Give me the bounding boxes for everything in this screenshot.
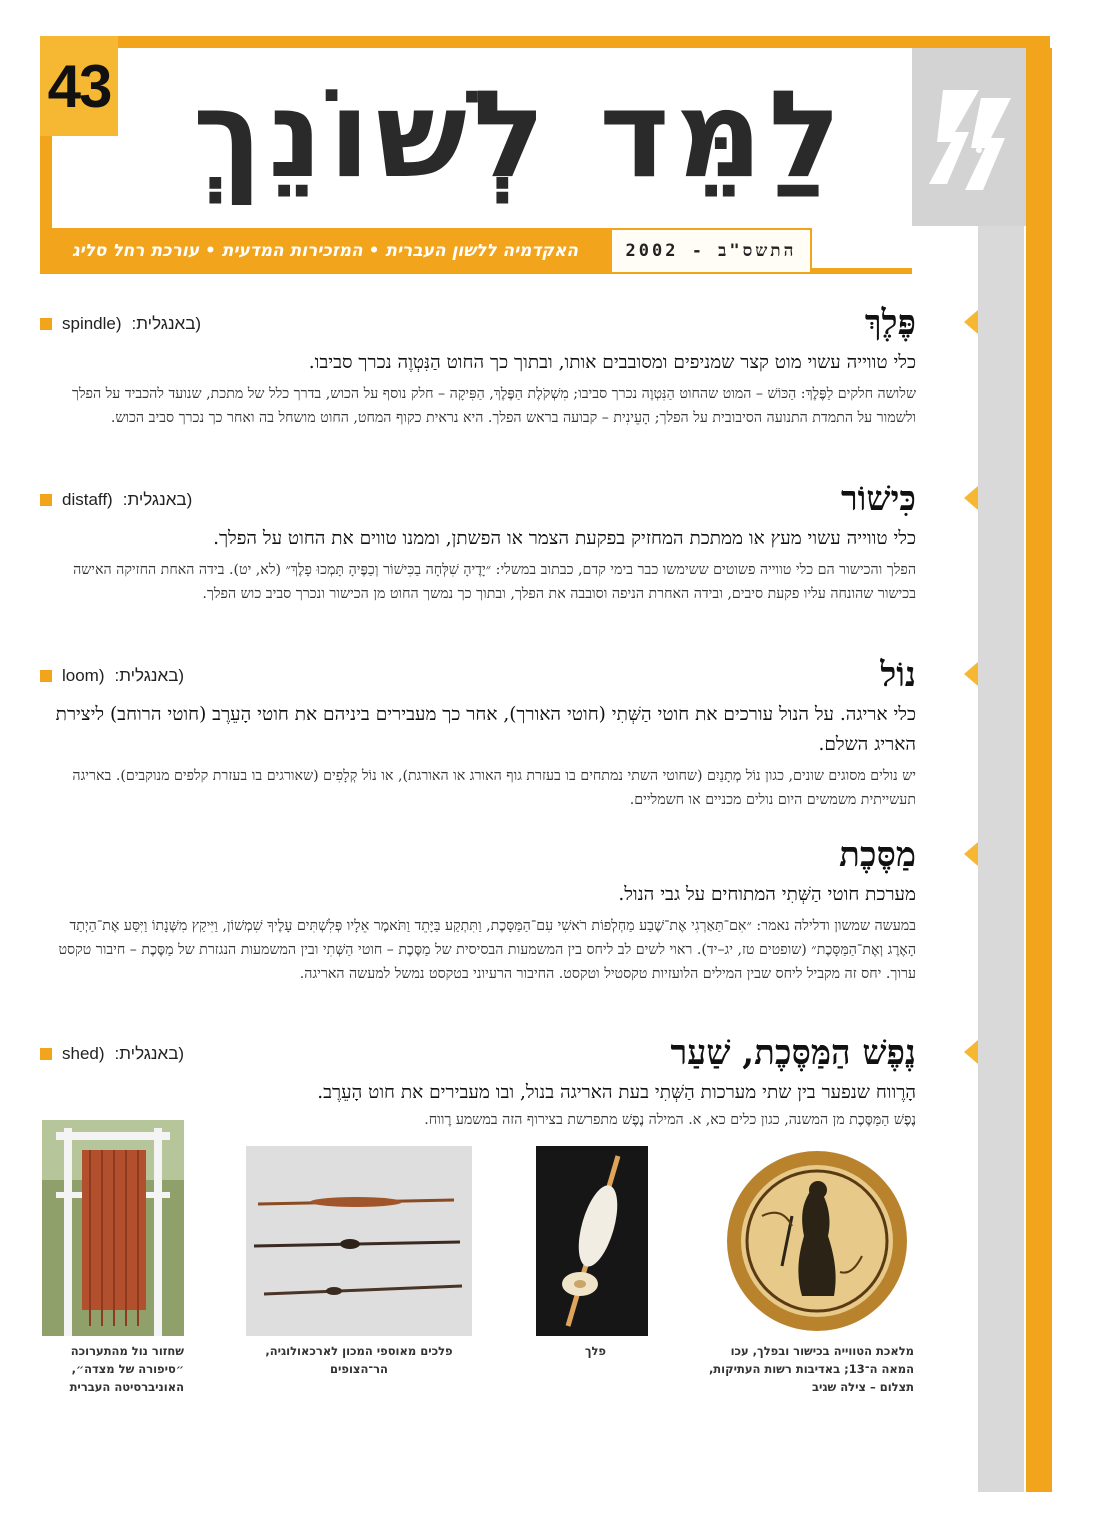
english-word: shed) [62,1044,105,1063]
english-label: (באנגלית: [131,314,202,333]
entry-pointer-icon [964,310,978,334]
entry-warp [40,832,916,986]
entry-distaff [40,476,916,606]
photo-loom [42,1120,184,1336]
english-word: spindle) [62,314,122,333]
entry-definition: מערכת חוטי הַשְּׁתִי המתוחים על גבי הנול. [618,884,916,905]
entry-english [40,1044,184,1064]
page-title-text: לַמֵּד לְשׁוֹנֵךְ [192,65,848,205]
photo-spindles [246,1146,472,1336]
entry-note: שלושה חלקים לַפֶּלֶךְ: הַכּוֹשׁ – המוט שהחוט הַנִּטְוֶה נכרך סביבו; מִשְׁקֹלֶת הַפֶּלֶךְ, הַפִּיקָה – חלק נוסף על הכוש, בדרך כלל של מתכת, שנועד להכביד על הפלך ולשמור על התמדת התנועה הסיבובית על הפלך; הָעֵינִית – קבועה בראש הפלך. היא נראית כקוף המחט, החוט מושחל בה ואחר כך נכרך סביב הכוש. [71,386,916,426]
entry-definition: כלי אריגה. על הנול עורכים את חוטי הַשְּׁתִי (חוטי האורך), אחר כך מעבירים ביניהם את חוטי הָעֵרֶב (חוטי הרוחב) ליצירת האריג השלם. [55,704,916,755]
entry-term: מַסֶּכֶת [839,835,916,875]
entry-pointer-icon [964,1040,978,1064]
orange-square-icon [40,318,52,330]
entry-note: נֶפֶשׁ הַמַּסֶּכֶת מן המשנה, כגון כלים כא, א. המילה נֶפֶשׁ מתפרשת בצירוף הזה במשמע רֶווח. [424,1112,916,1128]
entry-english [40,666,184,686]
entry-heading [40,476,916,524]
english-label: (באנגלית: [114,1044,185,1063]
date-box [610,228,812,274]
photo-loom-caption: שחזור נול מהתערוכה ״סיפורה של מצדה״, האוניברסיטה העברית [69,1344,184,1394]
photo-spindle-caption: פלך [584,1344,606,1358]
spindles-image [246,1146,472,1336]
entry-heading [40,652,916,700]
entry-pointer-icon [964,486,978,510]
english-label: (באנגלית: [114,666,185,685]
entry-definition: הָרֶווח שנפער בין שתי מערכות הַשְּׁתִי בעת האריגה בנול, ובו מעבירים את חוט הָעֵרֶב. [317,1082,916,1103]
entry-english [40,314,201,334]
orange-square-icon [40,1048,52,1060]
issue-number: 43 [47,52,111,120]
photo-spindle [536,1146,648,1336]
entry-definition: כלי טווייה עשוי מוט קצר שמניפים ומסובבים אותו, ובתוך כך החוט הַנִּטְוֶה נכרך סביבו. [308,352,916,373]
entry-loom [40,652,916,812]
loom-image [42,1120,184,1336]
publisher-bar-tail [812,268,912,274]
entry-shed [40,1030,916,1132]
photo-plate [722,1146,912,1336]
photo-spindles-caption: פלכים מאוספי המכון לארכאולוגיה, הר־הצופים [265,1344,453,1376]
plate-image [722,1146,912,1336]
entry-definition: כלי טווייה עשוי מעץ או ממתכת המחזיק בפקעת הצמר או הפשתן, וממנו טווים את החוט על הפלך. [213,528,916,549]
english-word: distaff) [62,490,113,509]
entry-spindle [40,300,916,430]
side-stripe-gray [978,226,1024,1492]
entry-heading [40,1030,916,1078]
entry-note: הפלך והכישור הם כלי טווייה פשוטים ששימשו כבר בימי קדם, כבתוב במשלי: ״יָדֶיהָ שִׁלְּחָה בַכִּישׁוֹר וְכַפֶּיהָ תָּמְכוּ פָלֶךְ״ (לא, יט). בידה האחת החזיקה האישה בכישור שהונחה עליו פקעת סיבים, ובידה האחרת הניפה וסובבה את הפלך, ובתוך כך נמשך החוט מן הכישור ונכרך סביב כוש הפלך. [73,562,916,602]
photo-plate-caption: מלאכת הטווייה בכישור ובפלך, עכו המאה ה־13; באדיבות רשות העתיקות, תצלום – צילה שגיב [708,1344,914,1394]
academy-logo [912,48,1026,226]
issue-number-box [40,36,118,136]
entry-term: פֶּלֶךְ [864,303,916,343]
publisher-bar [40,228,610,274]
entry-note: במעשה שמשון ודלילה נאמר: ״אִם־תַּאַרְגִי אֶת־שֶׁבַע מַחְלְפוֹת רֹאשִׁי עִם־הַמַּסָּכֶת, וַתִּתְקַע בַּיָּתֵד וַתֹּאמֶר אֵלָיו פְּלִשְׁתִּים עָלֶיךָ שִׁמְשׁוֹן, וַיִּיקַץ מִשְּׁנָתוֹ וַיִּסַּע אֶת־הַיְתַד הָאֶרֶג וְאֶת־הַמַּסָּכֶת״ (שופטים טז, יג–יד). ראוי לשים לב ליחס בין המשמעות הבסיסית של מַסֶּכֶת – חוטי הַשְּׁתִי ובין המשמעות הנגזרת של מַסֶּכֶת – חיבור טקסט ערוך. יחס זה מקביל ליחס שבין המילים הלועזיות טקסטיל וטקסט. החיבור הרעיוני בטקסט נמשל למעשה האריגה. [58,918,916,982]
entry-pointer-icon [964,662,978,686]
entry-pointer-icon [964,842,978,866]
spindle-image [536,1146,648,1336]
orange-square-icon [40,494,52,506]
entry-note: יש נולים מסוגים שונים, כגון נוֹל מְתָנַיִם (שחוטי השתי נמתחים בו בעזרת גוף האורג או האורגת), או נוֹל קְלָפִים (שאורגים בו בעזרת קלפים מנוקבים). באריגה תעשייתית משמשים היום נולים מכניים או חשמליים. [72,768,916,808]
english-label: (באנגלית: [122,490,193,509]
entry-term: נֶפֶשׁ הַמַּסֶּכֶת, שַׁעַר [670,1033,916,1073]
entry-term: נוֹל [880,655,916,695]
entry-heading [40,832,916,880]
entry-english [40,490,192,510]
side-stripe-orange [1026,48,1052,1492]
page-title [140,40,900,230]
date-text: התשס"ב - 2002 [625,241,797,261]
entry-heading [40,300,916,348]
academy-logo-icon [921,72,1017,202]
english-word: loom) [62,666,105,685]
entry-term: כִּישׁוֹר [840,479,916,519]
publisher-text: האקדמיה ללשון העברית • המזכירות המדעית • עורכת רחל סליג [71,241,579,261]
orange-square-icon [40,670,52,682]
